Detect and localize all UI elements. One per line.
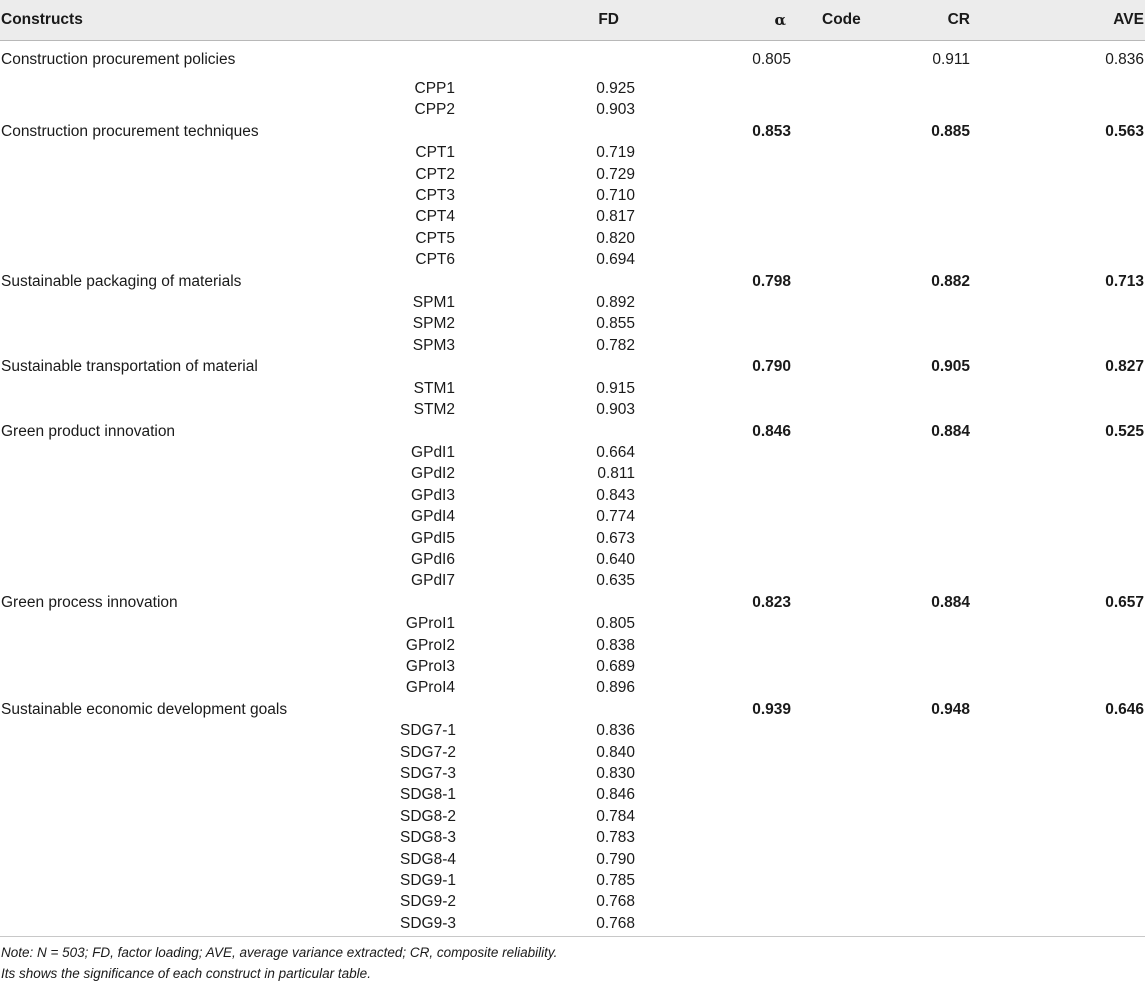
item-code: GProI2 <box>405 636 455 654</box>
item-fd: 0.903 <box>596 401 635 419</box>
item-fd: 0.694 <box>596 251 635 269</box>
cr-cell-empty <box>810 763 978 784</box>
table-bottom-rule <box>0 936 1145 937</box>
item-code: GPdI3 <box>411 486 455 504</box>
item-row <box>0 784 1145 805</box>
ave-cell-empty <box>978 870 1145 891</box>
item-code: GPdI5 <box>411 529 455 547</box>
item-fd: 0.782 <box>596 336 635 354</box>
header-cr: CR <box>810 0 978 40</box>
construct-name: Sustainable packaging of materials <box>1 272 242 290</box>
cr-cell-empty <box>810 463 978 484</box>
alpha-cell-empty <box>645 570 810 591</box>
item-row <box>0 142 1145 163</box>
cr-cell-empty <box>810 784 978 805</box>
alpha-value: 0.805 <box>752 50 791 68</box>
construct-cell-empty <box>0 570 400 591</box>
construct-cell-empty <box>0 635 400 656</box>
alpha-value: 0.939 <box>752 700 791 718</box>
alpha-cell-empty <box>645 784 810 805</box>
cr-cell-empty <box>810 742 978 763</box>
ave-cell-empty <box>978 292 1145 313</box>
item-row <box>0 849 1145 870</box>
alpha-cell-empty <box>645 185 810 206</box>
item-row <box>0 206 1145 227</box>
construct-cell-empty <box>0 913 400 943</box>
construct-row <box>0 421 1145 442</box>
fd-cell-empty <box>465 421 645 442</box>
construct-cell-empty <box>0 335 400 356</box>
item-fd: 0.768 <box>596 893 635 911</box>
alpha-cell-empty <box>645 485 810 506</box>
item-code: STM1 <box>413 379 455 397</box>
item-fd: 0.820 <box>596 229 635 247</box>
cr-value: 0.911 <box>932 50 970 68</box>
cr-cell-empty <box>810 613 978 634</box>
construct-cell-empty <box>0 206 400 227</box>
alpha-cell-empty <box>645 720 810 741</box>
construct-cell-empty <box>0 142 400 163</box>
construct-row <box>0 40 1145 78</box>
alpha-cell-empty <box>645 891 810 912</box>
item-fd: 0.836 <box>596 722 635 740</box>
item-row <box>0 164 1145 185</box>
item-row <box>0 506 1145 527</box>
ave-cell-empty <box>978 78 1145 99</box>
alpha-cell-empty <box>645 463 810 484</box>
cr-cell-empty <box>810 378 978 399</box>
ave-cell-empty <box>978 720 1145 741</box>
item-code: SPM3 <box>412 336 455 354</box>
item-fd: 0.774 <box>596 508 635 526</box>
alpha-cell-empty <box>645 742 810 763</box>
cr-cell-empty <box>810 506 978 527</box>
cr-cell-empty <box>810 549 978 570</box>
code-cell-empty <box>400 699 465 720</box>
ave-cell-empty <box>978 891 1145 912</box>
cr-cell-empty <box>810 142 978 163</box>
item-code: CPT5 <box>415 229 455 247</box>
ave-cell-empty <box>978 570 1145 591</box>
item-fd: 0.843 <box>596 486 635 504</box>
alpha-value: 0.790 <box>752 358 791 376</box>
alpha-cell-empty <box>645 249 810 270</box>
construct-name: Construction procurement policies <box>1 50 236 68</box>
construct-cell-empty <box>0 463 400 484</box>
alpha-cell-empty <box>645 827 810 848</box>
ave-value: 0.646 <box>1105 700 1144 718</box>
header-alpha: α <box>645 0 810 40</box>
item-row <box>0 677 1145 698</box>
construct-cell-empty <box>0 228 400 249</box>
construct-row <box>0 592 1145 613</box>
ave-cell-empty <box>978 677 1145 698</box>
construct-cell-empty <box>0 870 400 891</box>
code-cell-empty <box>400 592 465 613</box>
item-fd: 0.635 <box>596 572 635 590</box>
cr-cell-empty <box>810 485 978 506</box>
item-row <box>0 720 1145 741</box>
ave-cell-empty <box>978 763 1145 784</box>
alpha-cell-empty <box>645 635 810 656</box>
item-row <box>0 570 1145 591</box>
construct-row <box>0 271 1145 292</box>
cr-cell-empty <box>810 870 978 891</box>
item-fd: 0.784 <box>596 807 635 825</box>
cr-cell-empty <box>810 313 978 334</box>
ave-cell-empty <box>978 613 1145 634</box>
header-fd: FD <box>465 0 645 40</box>
header-constructs: Constructs <box>0 0 400 40</box>
ave-cell-empty <box>978 849 1145 870</box>
construct-cell-empty <box>0 849 400 870</box>
construct-cell-empty <box>0 827 400 848</box>
cr-cell-empty <box>810 335 978 356</box>
item-fd: 0.846 <box>596 786 635 804</box>
alpha-cell-empty <box>645 442 810 463</box>
construct-cell-empty <box>0 99 400 120</box>
alpha-cell-empty <box>645 99 810 120</box>
item-row <box>0 78 1145 99</box>
item-fd: 0.903 <box>596 101 635 119</box>
ave-cell-empty <box>978 185 1145 206</box>
item-fd: 0.830 <box>596 765 635 782</box>
construct-row <box>0 121 1145 142</box>
cr-cell-empty <box>810 891 978 912</box>
item-row <box>0 870 1145 891</box>
item-code: GProI1 <box>405 615 455 633</box>
ave-cell-empty <box>978 228 1145 249</box>
ave-cell-empty <box>978 399 1145 420</box>
alpha-cell-empty <box>645 763 810 784</box>
cr-cell-empty <box>810 228 978 249</box>
ave-cell-empty <box>978 549 1145 570</box>
code-cell-empty <box>400 271 465 292</box>
construct-cell-empty <box>0 656 400 677</box>
item-fd: 0.768 <box>596 914 635 932</box>
alpha-cell-empty <box>645 528 810 549</box>
item-row <box>0 635 1145 656</box>
ave-value: 0.836 <box>1105 50 1144 68</box>
alpha-cell-empty <box>645 549 810 570</box>
cr-cell-empty <box>810 827 978 848</box>
item-fd: 0.811 <box>597 465 635 483</box>
item-row <box>0 442 1145 463</box>
header-ave: AVE <box>978 0 1145 40</box>
alpha-value: 0.798 <box>752 272 791 290</box>
item-code: CPP1 <box>414 80 455 97</box>
construct-cell-empty <box>0 292 400 313</box>
construct-cell-empty <box>0 742 400 763</box>
construct-cell-empty <box>0 720 400 741</box>
construct-name: Green process innovation <box>1 593 178 611</box>
code-cell-empty <box>400 356 465 377</box>
item-row <box>0 249 1145 270</box>
table-note-significance: Its shows the significance of each construct in particular table. <box>1 966 371 981</box>
cr-cell-empty <box>810 249 978 270</box>
construct-name: Construction procurement techniques <box>1 122 259 140</box>
alpha-cell-empty <box>645 506 810 527</box>
ave-cell-empty <box>978 485 1145 506</box>
alpha-cell-empty <box>645 613 810 634</box>
alpha-cell-empty <box>645 677 810 698</box>
construct-cell-empty <box>0 763 400 784</box>
alpha-value: 0.846 <box>752 422 791 440</box>
item-row <box>0 806 1145 827</box>
cr-cell-empty <box>810 185 978 206</box>
item-fd: 0.892 <box>596 294 635 312</box>
item-code: GPdI4 <box>411 508 455 526</box>
ave-cell-empty <box>978 635 1145 656</box>
item-code: SDG9-2 <box>400 893 456 911</box>
alpha-cell-empty <box>645 335 810 356</box>
alpha-cell-empty <box>645 849 810 870</box>
item-code: SDG9-3 <box>400 914 456 932</box>
construct-row <box>0 356 1145 377</box>
item-fd: 0.915 <box>596 379 635 397</box>
construct-cell-empty <box>0 677 400 698</box>
ave-cell-empty <box>978 335 1145 356</box>
item-fd: 0.729 <box>596 165 635 183</box>
alpha-cell-empty <box>645 656 810 677</box>
cr-value: 0.884 <box>931 593 970 611</box>
code-cell-empty <box>400 421 465 442</box>
item-row <box>0 378 1145 399</box>
item-code: GPdI2 <box>411 465 455 483</box>
item-row <box>0 827 1145 848</box>
alpha-cell-empty <box>645 164 810 185</box>
alpha-cell-empty <box>645 142 810 163</box>
ave-cell-empty <box>978 742 1145 763</box>
ave-cell-empty <box>978 528 1145 549</box>
ave-cell-empty <box>978 442 1145 463</box>
alpha-cell-empty <box>645 806 810 827</box>
construct-cell-empty <box>0 806 400 827</box>
ave-value: 0.525 <box>1105 422 1144 440</box>
construct-name: Sustainable transportation of material <box>1 358 258 376</box>
construct-cell-empty <box>0 891 400 912</box>
construct-cell-empty <box>0 164 400 185</box>
ave-value: 0.827 <box>1105 358 1144 376</box>
header-row <box>0 0 1145 40</box>
construct-cell-empty <box>0 313 400 334</box>
item-code: SDG7-2 <box>400 743 456 761</box>
construct-cell-empty <box>0 249 400 270</box>
item-fd: 0.719 <box>596 144 635 162</box>
item-row <box>0 656 1145 677</box>
cr-cell-empty <box>810 677 978 698</box>
ave-cell-empty <box>978 313 1145 334</box>
item-code: SPM1 <box>412 294 455 312</box>
code-cell-empty <box>400 121 465 142</box>
item-row <box>0 185 1145 206</box>
item-code: SPM2 <box>412 315 455 333</box>
ave-cell-empty <box>978 656 1145 677</box>
alpha-cell-empty <box>645 399 810 420</box>
alpha-cell-empty <box>645 206 810 227</box>
alpha-cell-empty <box>645 913 810 943</box>
table-note: Note: N = 503; FD, factor loading; AVE, average variance extracted; CR, composite reliability. <box>1 945 558 960</box>
alpha-cell-empty <box>645 313 810 334</box>
fd-cell-empty <box>465 699 645 720</box>
construct-row <box>0 699 1145 720</box>
item-code: GProI4 <box>405 679 455 697</box>
table-body <box>0 40 1145 943</box>
ave-cell-empty <box>978 164 1145 185</box>
item-row <box>0 485 1145 506</box>
alpha-cell-empty <box>645 378 810 399</box>
cr-cell-empty <box>810 206 978 227</box>
construct-cell-empty <box>0 549 400 570</box>
item-code: SDG9-1 <box>400 872 456 890</box>
item-row <box>0 528 1145 549</box>
cr-cell-empty <box>810 849 978 870</box>
item-fd: 0.817 <box>596 208 635 226</box>
construct-cell-empty <box>0 78 400 99</box>
alpha-value: 0.823 <box>752 593 791 611</box>
item-code: CPT4 <box>415 208 455 226</box>
item-row <box>0 763 1145 784</box>
construct-name: Sustainable economic development goals <box>1 700 288 718</box>
construct-cell-empty <box>0 185 400 206</box>
item-code: SDG8-2 <box>400 807 456 825</box>
ave-cell-empty <box>978 463 1145 484</box>
item-code: SDG8-4 <box>400 850 456 868</box>
item-row <box>0 549 1145 570</box>
item-fd: 0.855 <box>596 315 635 333</box>
cr-cell-empty <box>810 164 978 185</box>
cr-value: 0.882 <box>931 272 970 290</box>
cr-cell-empty <box>810 399 978 420</box>
ave-value: 0.713 <box>1105 272 1144 290</box>
construct-cell-empty <box>0 485 400 506</box>
alpha-cell-empty <box>645 292 810 313</box>
item-code: GPdI6 <box>411 550 455 568</box>
cr-cell-empty <box>810 913 978 943</box>
item-code: CPP2 <box>414 101 455 119</box>
cr-cell-empty <box>810 442 978 463</box>
construct-cell-empty <box>0 399 400 420</box>
item-fd: 0.838 <box>596 636 635 654</box>
ave-cell-empty <box>978 913 1145 943</box>
cr-cell-empty <box>810 635 978 656</box>
item-row <box>0 913 1145 943</box>
item-code: CPT1 <box>415 144 455 162</box>
construct-cell-empty <box>0 506 400 527</box>
item-code: STM2 <box>413 401 455 419</box>
item-code: SDG7-3 <box>400 765 456 782</box>
item-fd: 0.710 <box>596 187 635 205</box>
ave-cell-empty <box>978 806 1145 827</box>
item-row <box>0 399 1145 420</box>
ave-value: 0.657 <box>1105 593 1144 611</box>
cr-cell-empty <box>810 292 978 313</box>
fd-cell-empty <box>465 592 645 613</box>
item-fd: 0.840 <box>596 743 635 761</box>
item-code: GPdI1 <box>411 443 455 461</box>
construct-cell-empty <box>0 613 400 634</box>
alpha-cell-empty <box>645 78 810 99</box>
item-fd: 0.664 <box>596 443 635 461</box>
cr-cell-empty <box>810 656 978 677</box>
fd-cell-empty <box>465 121 645 142</box>
ave-cell-empty <box>978 827 1145 848</box>
item-fd: 0.790 <box>596 850 635 868</box>
item-code: SDG8-1 <box>400 786 456 804</box>
cr-cell-empty <box>810 720 978 741</box>
cr-cell-empty <box>810 806 978 827</box>
construct-cell-empty <box>0 528 400 549</box>
item-code: CPT3 <box>415 187 455 205</box>
cr-value: 0.885 <box>931 122 970 140</box>
cr-value: 0.948 <box>931 700 970 718</box>
ave-cell-empty <box>978 249 1145 270</box>
alpha-cell-empty <box>645 228 810 249</box>
construct-cell-empty <box>0 784 400 805</box>
code-cell-empty <box>400 40 465 78</box>
fd-cell-empty <box>465 271 645 292</box>
cr-value: 0.905 <box>931 358 970 376</box>
item-fd: 0.896 <box>596 679 635 697</box>
cr-cell-empty <box>810 528 978 549</box>
item-row <box>0 463 1145 484</box>
alpha-value: 0.853 <box>752 122 791 140</box>
item-fd: 0.805 <box>596 615 635 633</box>
item-row <box>0 313 1145 334</box>
ave-cell-empty <box>978 378 1145 399</box>
item-fd: 0.783 <box>596 829 635 847</box>
item-row <box>0 228 1145 249</box>
item-row <box>0 891 1145 912</box>
construct-cell-empty <box>0 442 400 463</box>
construct-cell-empty <box>0 378 400 399</box>
ave-cell-empty <box>978 206 1145 227</box>
item-row <box>0 292 1145 313</box>
item-fd: 0.785 <box>596 872 635 890</box>
construct-name: Green product innovation <box>1 422 176 440</box>
item-code: SDG7-1 <box>400 722 456 740</box>
item-code: CPT6 <box>415 251 455 269</box>
alpha-cell-empty <box>645 870 810 891</box>
item-row <box>0 613 1145 634</box>
fd-cell-empty <box>465 356 645 377</box>
cr-value: 0.884 <box>931 422 970 440</box>
header-code: Code <box>400 0 465 40</box>
cr-cell-empty <box>810 99 978 120</box>
item-fd: 0.689 <box>596 657 635 675</box>
fd-cell-empty <box>465 40 645 78</box>
cr-cell-empty <box>810 570 978 591</box>
item-row <box>0 335 1145 356</box>
item-fd: 0.640 <box>596 550 635 568</box>
item-code: GProI3 <box>405 657 455 675</box>
item-code: CPT2 <box>415 165 455 183</box>
item-fd: 0.673 <box>596 529 635 547</box>
ave-cell-empty <box>978 506 1145 527</box>
item-row <box>0 99 1145 120</box>
cr-cell-empty <box>810 78 978 99</box>
ave-cell-empty <box>978 99 1145 120</box>
item-fd: 0.925 <box>596 80 635 97</box>
item-code: SDG8-3 <box>400 829 456 847</box>
ave-cell-empty <box>978 142 1145 163</box>
ave-value: 0.563 <box>1105 122 1144 140</box>
item-row <box>0 742 1145 763</box>
item-code: GPdI7 <box>411 572 455 590</box>
ave-cell-empty <box>978 784 1145 805</box>
